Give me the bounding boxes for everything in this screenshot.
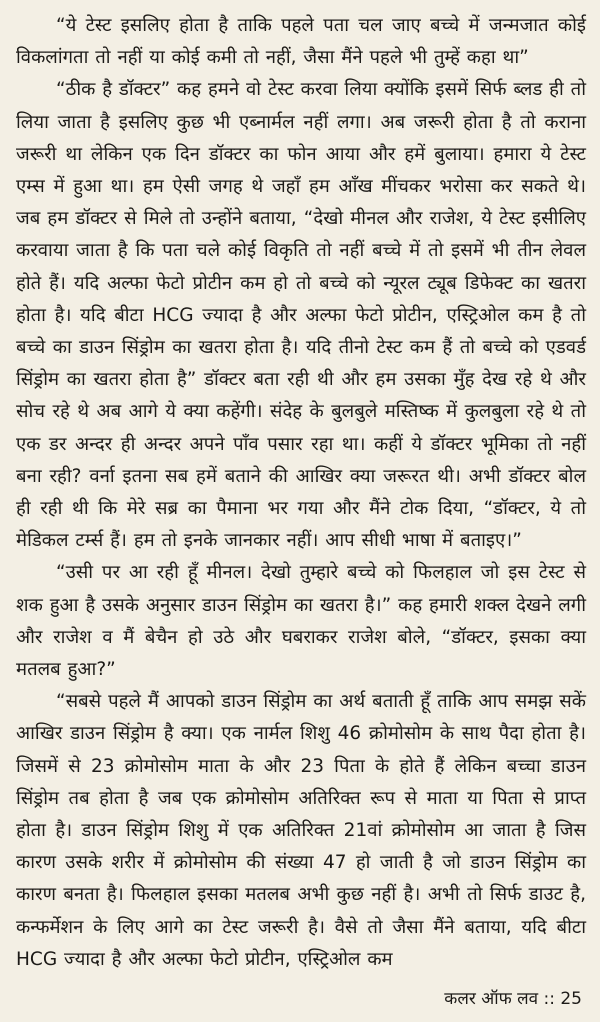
body-text [16, 10, 586, 976]
paragraph-2: “ठीक है डॉक्टर” कह हमने वो टेस्ट करवा लिया क्योंकि इसमें सिर्फ ब्लड ही तो लिया जाता है इसलिए कुछ भी एब्नार्मल नहीं लगा। अब जरूरी होता है तो कराना जरूरी था लेकिन एक दिन डॉक्टर का फोन आया और हमें बुलाया। हमारा ये टेस्ट एम्स में हुआ था। हम ऐसी जगह थे जहाँ हम आँख मींचकर भरोसा कर सकते थे। जब हम डॉक्टर से मिले तो उन्होंने बताया, “देखो मीनल और राजेश, ये टेस्ट इसीलिए करवाया जाता है कि पता चले कोई विकृति तो नहीं बच्चे में तो इसमें भी तीन लेवल होते हैं। यदि अल्फा फेटो प्रोटीन कम हो तो बच्चे को न्यूरल ट्यूब डिफेक्ट का खतरा होता है। यदि बीटा HCG ज्यादा है और अल्फा फेटो प्रोटीन, एस्ट्रिओल कम है तो बच्चे का डाउन सिंड्रोम का खतरा होता है। यदि तीनो टेस्ट कम हैं तो बच्चे को एडवर्ड सिंड्रोम का खतरा होता है” डॉक्टर बता रही थी और हम उसका मुँह देख रहे थे और सोच रहे थे अब आगे ये क्या कहेंगी। संदेह के बुलबुले मस्तिष्क में कुलबुला रहे थे तो एक डर अन्दर ही अन्दर अपने पाँव पसार रहा था। कहीं ये डॉक्टर भूमिका तो नहीं बना रही? वर्ना इतना सब हमें बताने की आखिर क्या जरूरत थी। अभी डॉक्टर बोल ही रही थी कि मेरे सब्र का पैमाना भर गया और मैंने टोक दिया, “डॉक्टर, ये तो मेडिकल टर्म्स हैं। हम तो इनके जानकार नहीं। आप सीधी भाषा में बताइए।” [16, 79, 586, 552]
paragraph-4: “सबसे पहले मैं आपको डाउन सिंड्रोम का अर्थ बताती हूँ ताकि आप समझ सकें आखिर डाउन सिंड्रोम है क्या। एक नार्मल शिशु 46 क्रोमोसोम के साथ पैदा होता है। जिसमें से 23 क्रोमोसोम माता के और 23 पिता के होते हैं लेकिन बच्चा डाउन सिंड्रोम तब होता है जब एक क्रोमोसोम अतिरिक्त रूप से माता या पिता से प्राप्त होता है। डाउन सिंड्रोम शिशु में एक अतिरिक्त 21वां क्रोमोसोम आ जाता है जिस कारण उसके शरीर में क्रोमोसोम की संख्या 47 हो जाती है जो डाउन सिंड्रोम का कारण बनता है। फिलहाल इसका मतलब अभी कुछ नहीं है। अभी तो सिर्फ डाउट है, कन्फर्मेशन के लिए आगे का टेस्ट जरूरी है। वैसे तो जैसा मैंने बताया, यदि बीटा HCG ज्यादा है और अल्फा फेटो प्रोटीन, एस्ट्रिओल कम [16, 691, 586, 970]
paragraph-1: “ये टेस्ट इसलिए होता है ताकि पहले पता चल जाए बच्चे में जन्मजात कोई विकलांगता तो नहीं या कोई कमी तो नहीं, जैसा मैंने पहले भी तुम्हें कहा था” [16, 15, 586, 69]
page-footer-title-and-number: कलर ऑफ लव :: 25 [444, 989, 582, 1009]
paragraph-3: “उसी पर आ रही हूँ मीनल। देखो तुम्हारे बच्चे को फिलहाल जो इस टेस्ट से शक हुआ है उसके अनुसार डाउन सिंड्रोम का खतरा है।” कह हमारी शक्ल देखने लगी और राजेश व मैं बेचैन हो उठे और घबराकर राजेश बोले, “डॉक्टर, इसका क्या मतलब हुआ?” [16, 562, 586, 681]
